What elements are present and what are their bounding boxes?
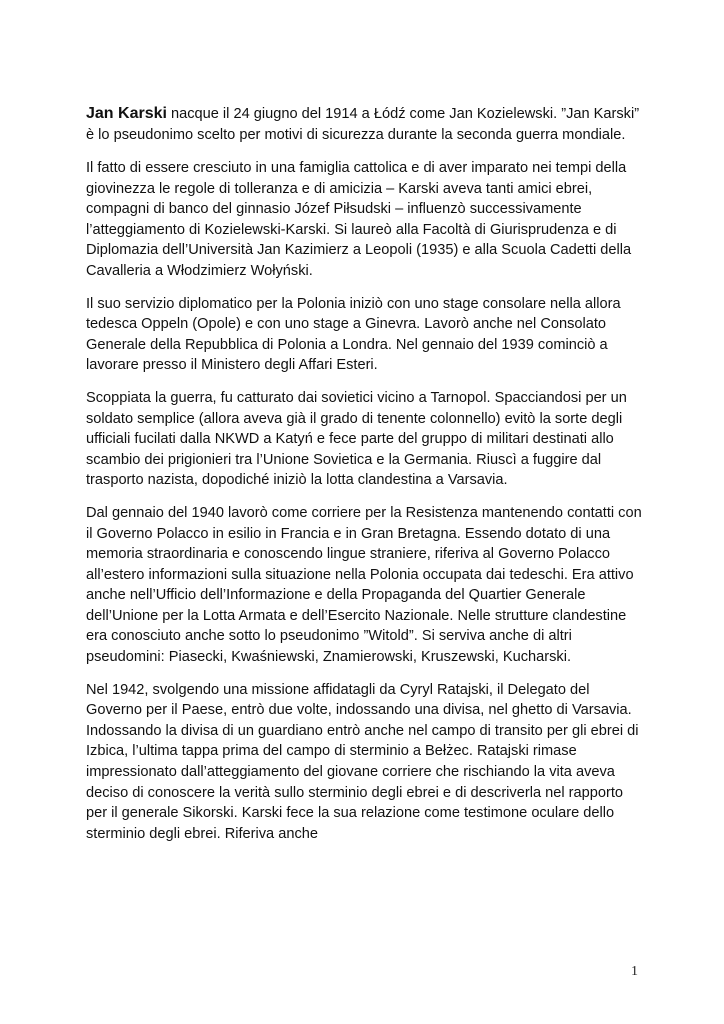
page-number: 1 bbox=[631, 964, 638, 979]
paragraph-courier: Dal gennaio del 1940 lavorò come corriere per la Resistenza mantenendo contatti con il Governo Polacco in esilio in Francia e in Gran Bretagna. Essendo dotato di una memoria straordinaria e conoscendo lingue straniere, riferiva al Governo Polacco all’estero informazioni sulla situazione nella Polonia occupata dai tedeschi. Era attivo anche nell’Ufficio dell’Informazione e della Propaganda del Quartier Generale dell’Unione per la Lotta Armata e dell’Esercito Nazionale. Nelle strutture clandestine era conosciuto anche sotto lo pseudonimo ”Witold”. Si serviva anche di altri pseudomini: Piasecki, Kwaśniewski, Znamierowski, Kruszewski, Kucharski. bbox=[86, 504, 642, 666]
paragraph-1942-mission: Nel 1942, svolgendo una missione affidatagli da Cyryl Ratajski, il Delegato del Governo per il Paese, entrò due volte, indossando una divisa, nel ghetto di Varsavia. Indossando la divisa di un guardiano entrò anche nel campo di transito per gli ebrei di Izbica, l’ultima tappa prima del campo di sterminio a Bełżec. Ratajski rimase impressionato dall’atteggiamento del giovane corriere che rischiando la vita aveva deciso di conoscere la verità sullo sterminio degli ebrei e di descriverla nel rapporto per il generale Sikorski. Karski fece la sua relazione come testimone oculare dello sterminio degli ebrei. Riferiva anche bbox=[86, 681, 639, 842]
paragraph-diplomatic-service: Il suo servizio diplomatico per la Polonia iniziò con uno stage consolare nella allora tedesca Oppeln (Opole) e con uno stage a Ginevra. Lavorò anche nel Consolato Generale della Repubblica di Polonia a Londra. Nel gennaio del 1939 cominciò a lavorare presso il Ministero degli Affari Esteri. bbox=[86, 295, 621, 374]
document-body bbox=[86, 103, 646, 856]
paragraph-war-capture: Scoppiata la guerra, fu catturato dai sovietici vicino a Tarnopol. Spacciandosi per un soldato semplice (allora aveva già il grado di tenente colonnello) evitò la sorte degli ufficiali fucilati dalla NKWD a Katyń e fece parte del gruppo di militari destinati allo scambio dei prigionieri tra l’Unione Sovietica e la Germania. Riuscì a fuggire dal trasporto nazista, dopodiché iniziò la lotta clandestina a Varsavia. bbox=[86, 389, 627, 489]
intro-text: nacque il 24 giugno del 1914 a Łódź come Jan Kozielewski. ”Jan Karski” è lo pseudonimo scelto per motivi di sicurezza durante la seconda guerra mondiale. bbox=[86, 106, 640, 143]
paragraph-youth: Il fatto di essere cresciuto in una famiglia cattolica e di aver imparato nei tempi della giovinezza le regole di tolleranza e di amicizia – Karski aveva tanti amici ebrei, compagni di banco del ginnasio Józef Piłsudski – influenzò successivamente l’atteggiamento di Kozielewski-Karski. Si laureò alla Facoltà di Giurisprudenza e di Diplomazia dell’Università Jan Kazimierz a Leopoli (1935) e alla Scuola Cadetti della Cavalleria a Włodzimierz Wołyński. bbox=[86, 160, 632, 279]
subject-name: Jan Karski bbox=[86, 105, 167, 122]
intro-paragraph bbox=[86, 103, 646, 146]
